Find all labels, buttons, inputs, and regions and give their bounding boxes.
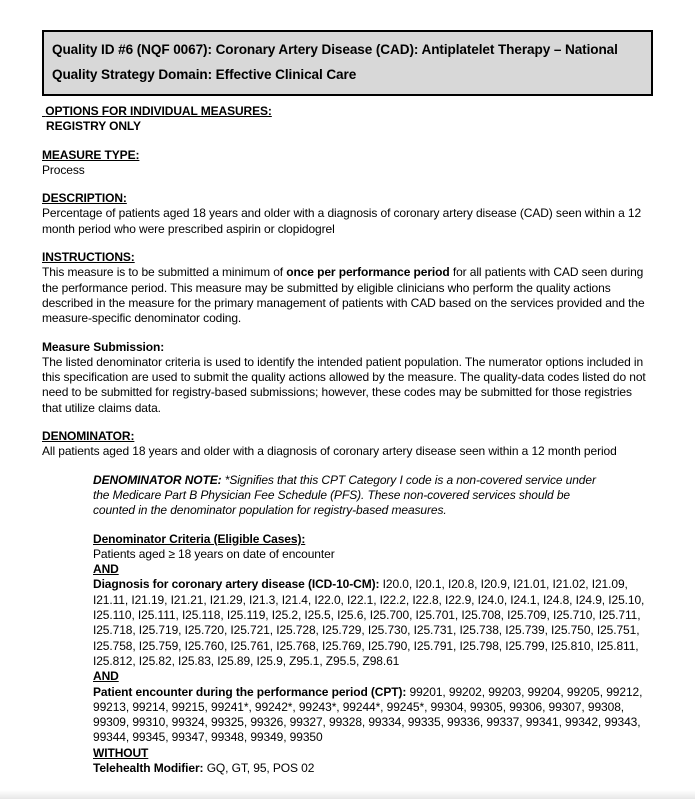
- criteria-encounter-codes: 99201, 99202, 99203, 99204, 99205, 99212, 99213, 99214, 99215, 99241*, 99242*, 99243*, 99244*, 99245*, 99304, 99305, 99306, 99307, 99308, 99309, 99310, 99324, 99325, 99326, 99327, 99328, 99334, 99335, 99336, 99337, 99341, 99342, 99343, 99344, 99345, 99347, 99348, 99349, 99350: [93, 684, 643, 745]
- criteria-and-1: AND: [93, 562, 119, 577]
- measure-type-value: Process: [42, 162, 85, 177]
- section-instructions: [42, 250, 653, 326]
- criteria-without: WITHOUT: [93, 745, 149, 760]
- denominator-note: [93, 473, 613, 519]
- options-value: REGISTRY ONLY: [46, 119, 141, 134]
- criteria-encounter: [93, 685, 653, 746]
- section-denominator: [42, 429, 653, 460]
- instructions-body-post: for all patients with CAD seen during the performance period. This measure may be submitted by eligible clinicians who perform the quality actions described in the measure for the primary management of patients with CAD based on the services provided and the measure-specific denominator coding.: [42, 265, 645, 326]
- criteria-telehealth-codes: GQ, GT, 95, POS 02: [203, 760, 315, 775]
- instructions-body-pre: This measure is to be submitted a minimum of: [42, 265, 287, 280]
- section-measure-type: [42, 148, 653, 179]
- criteria-encounter-label: Patient encounter during the performance period (CPT):: [93, 684, 407, 699]
- denominator-criteria: [93, 532, 653, 777]
- denominator-criteria-heading: Denominator Criteria (Eligible Cases):: [93, 531, 306, 546]
- denominator-note-text: *Signifies that this CPT Category I code is a non-covered service under the Medicare Part B Physician Fee Schedule (PFS). These non-covered services should be counted in the denominator population for registry-based measures.: [93, 472, 596, 518]
- denominator-note-label: DENOMINATOR NOTE:: [93, 472, 222, 487]
- criteria-diagnosis-codes: I20.0, I20.1, I20.8, I20.9, I21.01, I21.02, I21.09, I21.11, I21.19, I21.21, I21.29, I21.3, I21.4, I22.0, I22.1, I22.2, I22.8, I22.9, I24.0, I24.1, I24.8, I24.9, I25.10, I25.110, I25.111, I25.118, I25.119, I25.2, I25.5, I25.6, I25.700, I25.701, I25.708, I25.709, I25.710, I25.711, I25.718, I25.719, I25.720, I25.721, I25.728, I25.729, I25.730, I25.731, I25.738, I25.739, I25.750, I25.751, I25.758, I25.759, I25.760, I25.761, I25.768, I25.769, I25.790, I25.791, I25.798, I25.799, I25.810, I25.811, I25.812, I25.82, I25.83, I25.89, I25.9, Z95.1, Z95.5, Z98.61: [93, 577, 645, 668]
- description-heading: DESCRIPTION:: [42, 191, 127, 206]
- criteria-age-line: Patients aged ≥ 18 years on date of encounter: [93, 546, 335, 561]
- measure-title: Quality ID #6 (NQF 0067): Coronary Artery Disease (CAD): Antiplatelet Therapy – National Quality Strategy Domain: Effective Clinical Care: [52, 42, 618, 82]
- page-bottom-edge: [0, 790, 695, 799]
- criteria-diagnosis-label: Diagnosis for coronary artery disease (ICD-10-CM):: [93, 577, 380, 592]
- measure-submission-body: The listed denominator criteria is used to identify the intended patient population. The numerator options included in this specification are used to submit the quality actions allowed by the measure. The quality-data codes listed do not need to be submitted for registry-based submissions; however, these codes may be submitted for those registries that utilize claims data.: [42, 354, 646, 415]
- criteria-telehealth-label: Telehealth Modifier:: [93, 760, 204, 775]
- section-options: [42, 104, 653, 135]
- denominator-body: All patients aged 18 years and older with a diagnosis of coronary artery disease seen within a 12 month period: [42, 444, 617, 459]
- criteria-telehealth: [93, 761, 653, 776]
- section-measure-submission: [42, 340, 653, 416]
- measure-title-banner: [42, 30, 653, 96]
- measure-submission-heading: Measure Submission:: [42, 339, 165, 354]
- criteria-and-2: AND: [93, 669, 119, 684]
- description-body: Percentage of patients aged 18 years and older with a diagnosis of coronary artery disease (CAD) seen within a 12 month period who were prescribed aspirin or clopidogrel: [42, 206, 642, 236]
- section-description: [42, 191, 653, 237]
- denominator-heading: DENOMINATOR:: [42, 429, 135, 444]
- criteria-diagnosis: [93, 577, 653, 669]
- document-content: [42, 30, 653, 776]
- instructions-body: [42, 265, 653, 326]
- options-heading: OPTIONS FOR INDIVIDUAL MEASURES:: [42, 104, 272, 118]
- measure-type-heading: MEASURE TYPE:: [42, 147, 140, 162]
- instructions-heading: INSTRUCTIONS:: [42, 250, 135, 265]
- instructions-body-bold: once per performance period: [286, 265, 450, 280]
